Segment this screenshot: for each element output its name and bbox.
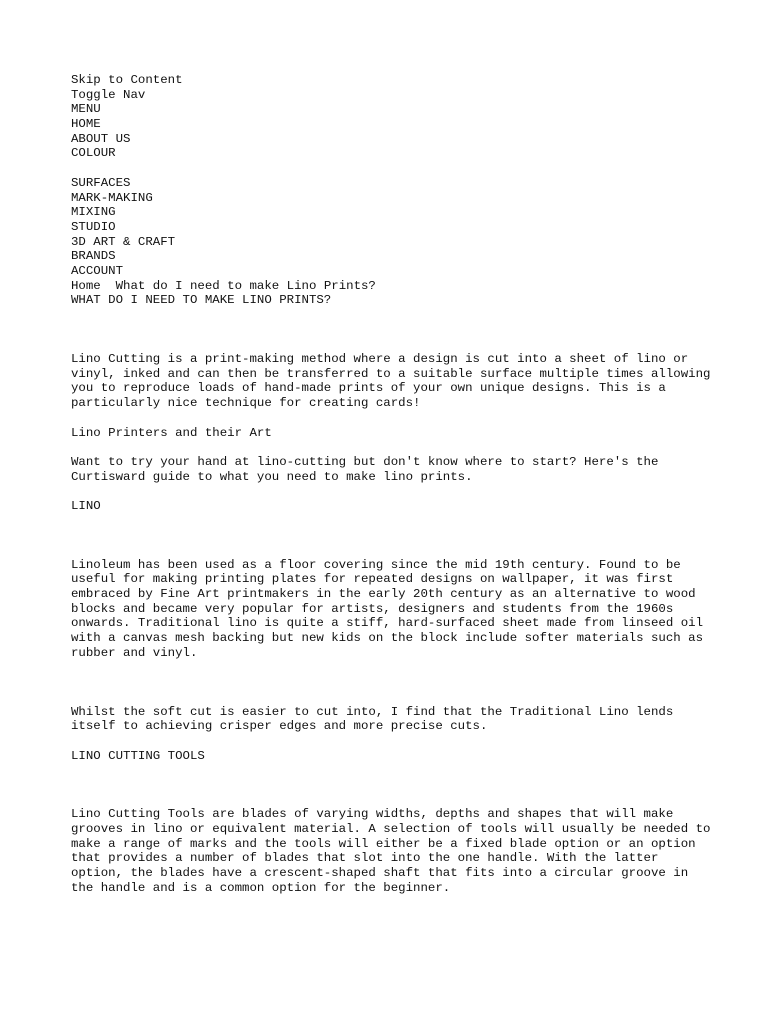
section-heading-lino-cutting-tools: LINO CUTTING TOOLS bbox=[71, 748, 205, 763]
nav-item-home[interactable]: HOME bbox=[71, 117, 101, 132]
nav-item-colour[interactable]: COLOUR bbox=[71, 146, 116, 161]
nav-spacer bbox=[71, 161, 711, 176]
guide-intro-paragraph: Want to try your hand at lino-cutting but don't know where to start? Here's the Curtisward guide to what you need to make lino prints. bbox=[71, 454, 659, 484]
breadcrumb-home-link[interactable]: Home bbox=[71, 278, 101, 293]
nav-item-brands[interactable]: BRANDS bbox=[71, 249, 116, 264]
spacer bbox=[71, 734, 711, 749]
nav-item-3d-art-craft[interactable]: 3D ART & CRAFT bbox=[71, 234, 176, 249]
related-article-link[interactable]: Lino Printers and their Art bbox=[71, 425, 272, 440]
title-spacer bbox=[71, 308, 711, 352]
skip-to-content-link[interactable]: Skip to Content bbox=[71, 73, 183, 87]
toggle-nav-button[interactable]: Toggle Nav bbox=[71, 87, 146, 102]
nav-item-mark-making[interactable]: MARK-MAKING bbox=[71, 190, 153, 205]
spacer bbox=[71, 411, 711, 426]
intro-paragraph: Lino Cutting is a print-making method where a design is cut into a sheet of lino or vinyl, inked and can then be transferred to a suitable surface multiple times allowing you to reproduce loads of hand-made prints of your own unique designs. This is a particularly nice technique for creating cards! bbox=[71, 352, 711, 411]
nav-item-account[interactable]: ACCOUNT bbox=[71, 263, 124, 278]
lino-paragraph-2: Whilst the soft cut is easier to cut into, I find that the Traditional Lino lends itself to achieving crisper edges and more precise cuts. bbox=[71, 704, 674, 734]
page-title: WHAT DO I NEED TO MAKE LINO PRINTS? bbox=[71, 293, 332, 308]
spacer bbox=[71, 440, 711, 455]
nav-item-surfaces[interactable]: SURFACES bbox=[71, 175, 131, 190]
nav-item-studio[interactable]: STUDIO bbox=[71, 219, 116, 234]
lino-tools-paragraph-1: Lino Cutting Tools are blades of varying widths, depths and shapes that will make grooves in lino or equivalent material. A selection of tools will usually be needed to make a range of marks and the tools will either be a fixed blade option or an option that provides a number of blades that slot into the one handle. With the latter option, the blades have a crescent-shaped shaft that fits into a circular groove in the handle and is a common option for the beginner. bbox=[71, 807, 711, 895]
site-navigation bbox=[71, 73, 711, 279]
nav-item-about-us[interactable]: ABOUT US bbox=[71, 131, 131, 146]
menu-label: MENU bbox=[71, 102, 101, 117]
spacer bbox=[71, 484, 711, 499]
breadcrumb bbox=[71, 279, 711, 294]
nav-item-mixing[interactable]: MIXING bbox=[71, 205, 116, 220]
section-heading-lino: LINO bbox=[71, 498, 101, 513]
spacer bbox=[71, 661, 711, 705]
page-content bbox=[71, 73, 711, 896]
spacer bbox=[71, 514, 711, 558]
breadcrumb-current: What do I need to make Lino Prints? bbox=[115, 278, 376, 293]
lino-paragraph-1: Linoleum has been used as a floor covering since the mid 19th century. Found to be useful for making printing plates for repeated designs on wallpaper, it was first embraced by Fine Art printmakers in the early 20th century as an alternative to wood blocks and became very popular for artists, designers and students from the 1960s onwards. Traditional lino is quite a stiff, hard-surfaced sheet made from linseed oil with a canvas mesh backing but new kids on the block include softer materials such as rubber and vinyl. bbox=[71, 557, 704, 660]
spacer bbox=[71, 763, 711, 807]
